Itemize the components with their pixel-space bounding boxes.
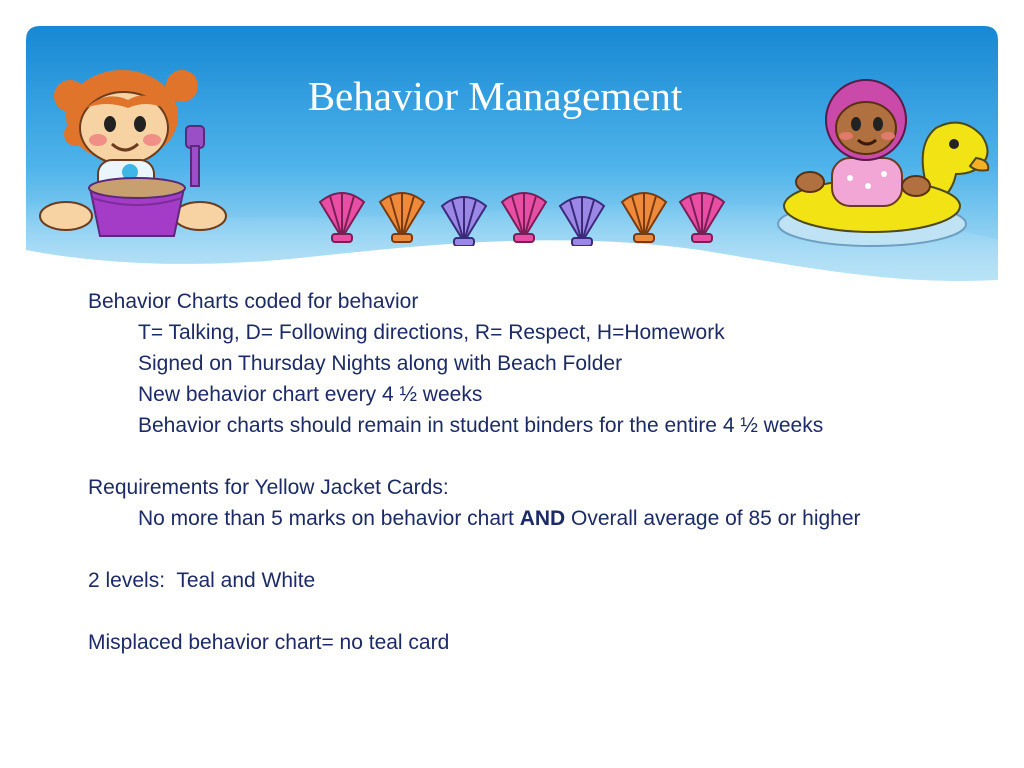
misplaced-text: Misplaced behavior chart= no teal card bbox=[88, 631, 450, 654]
charts-item: T= Talking, D= Following directions, R= Respect, H=Homework bbox=[138, 321, 725, 344]
levels-text: 2 levels: Teal and White bbox=[88, 569, 316, 592]
charts-item: Signed on Thursday Nights along with Beach Folder bbox=[138, 352, 623, 375]
spacer bbox=[88, 534, 948, 565]
charts-item: Behavior charts should remain in student binders for the entire 4 ½ weeks bbox=[138, 414, 824, 437]
requirements-heading: Requirements for Yellow Jacket Cards: bbox=[88, 476, 449, 499]
charts-heading: Behavior Charts coded for behavior bbox=[88, 290, 419, 313]
spacer bbox=[88, 596, 948, 627]
seashell-orange-icon bbox=[380, 192, 424, 242]
seashell-pink-icon bbox=[320, 192, 364, 242]
requirements-text-before: No more than 5 marks on behavior chart bbox=[138, 507, 520, 530]
requirements-text-after: Overall average of 85 or higher bbox=[565, 507, 861, 530]
seashell-pink-icon bbox=[680, 192, 724, 242]
requirements-emphasis: AND bbox=[519, 507, 566, 530]
charts-item: New behavior chart every 4 ½ weeks bbox=[138, 383, 483, 406]
slide-body bbox=[88, 286, 948, 658]
girl-in-duck-float-icon bbox=[776, 74, 998, 252]
slide-title: Behavior Management bbox=[307, 73, 683, 119]
seashell-purple-icon bbox=[560, 196, 604, 246]
requirements-text bbox=[88, 503, 918, 534]
seashell-pink-icon bbox=[502, 192, 546, 242]
seashell-orange-icon bbox=[622, 192, 666, 242]
seashell-purple-icon bbox=[442, 196, 486, 246]
seashell-row bbox=[310, 186, 740, 246]
spacer bbox=[88, 441, 948, 472]
